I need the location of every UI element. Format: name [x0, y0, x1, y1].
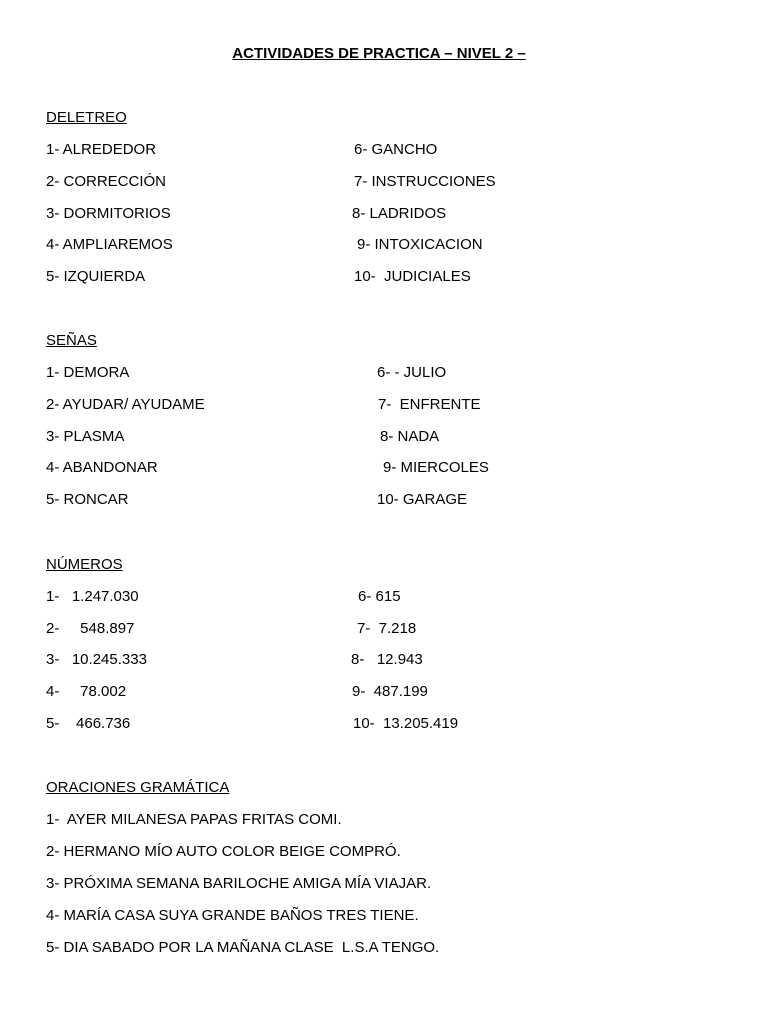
senas-item: 5- RONCAR: [46, 491, 129, 508]
senas-item: 8- NADA: [380, 428, 440, 445]
section-heading-senas: SEÑAS: [46, 332, 97, 349]
section-heading-deletreo: DELETREO: [46, 109, 127, 126]
deletreo-item: 8- LADRIDOS: [352, 205, 447, 222]
deletreo-item: 4- AMPLIAREMOS: [46, 236, 173, 253]
senas-item: 7- ENFRENTE: [378, 396, 481, 413]
deletreo-item: 10- JUDICIALES: [354, 268, 471, 285]
senas-item: 6- - JULIO: [377, 364, 447, 381]
deletreo-item: 9- INTOXICACION: [357, 236, 483, 253]
oracion-item: 4- MARÍA CASA SUYA GRANDE BAÑOS TRES TIENE.: [46, 907, 419, 924]
senas-item: 2- AYUDAR/ AYUDAME: [46, 396, 205, 413]
senas-item: 10- GARAGE: [377, 491, 468, 508]
senas-item: 3- PLASMA: [46, 428, 125, 445]
section-heading-oraciones: ORACIONES GRAMÁTICA: [46, 779, 230, 796]
oracion-item: 5- DIA SABADO POR LA MAÑANA CLASE L.S.A TENGO.: [46, 939, 440, 956]
numeros-item: 8- 12.943: [351, 651, 423, 668]
deletreo-item: 1- ALREDEDOR: [46, 141, 157, 158]
page-title: ACTIVIDADES DE PRACTICA – NIVEL 2 –: [232, 45, 526, 62]
numeros-item: 1- 1.247.030: [46, 588, 139, 605]
numeros-item: 7- 7.218: [357, 620, 417, 637]
numeros-item: 10- 13.205.419: [353, 715, 459, 732]
numeros-item: 6- 615: [358, 588, 401, 605]
numeros-item: 4- 78.002: [46, 683, 127, 700]
senas-item: 1- DEMORA: [46, 364, 130, 381]
senas-item: 9- MIERCOLES: [383, 459, 489, 476]
numeros-item: 3- 10.245.333: [46, 651, 147, 668]
numeros-item: 5- 466.736: [46, 715, 131, 732]
numeros-item: 2- 548.897: [46, 620, 135, 637]
senas-item: 4- ABANDONAR: [46, 459, 158, 476]
oracion-item: 3- PRÓXIMA SEMANA BARILOCHE AMIGA MÍA VIAJAR.: [46, 875, 432, 892]
deletreo-item: 7- INSTRUCCIONES: [354, 173, 496, 190]
deletreo-item: 2- CORRECCIÓN: [46, 173, 167, 190]
deletreo-item: 5- IZQUIERDA: [46, 268, 146, 285]
section-heading-numeros: NÚMEROS: [46, 556, 123, 573]
oracion-item: 2- HERMANO MÍO AUTO COLOR BEIGE COMPRÓ.: [46, 843, 401, 860]
deletreo-item: 3- DORMITORIOS: [46, 205, 171, 222]
oracion-item: 1- AYER MILANESA PAPAS FRITAS COMI.: [46, 811, 342, 828]
numeros-item: 9- 487.199: [352, 683, 428, 700]
deletreo-item: 6- GANCHO: [354, 141, 438, 158]
